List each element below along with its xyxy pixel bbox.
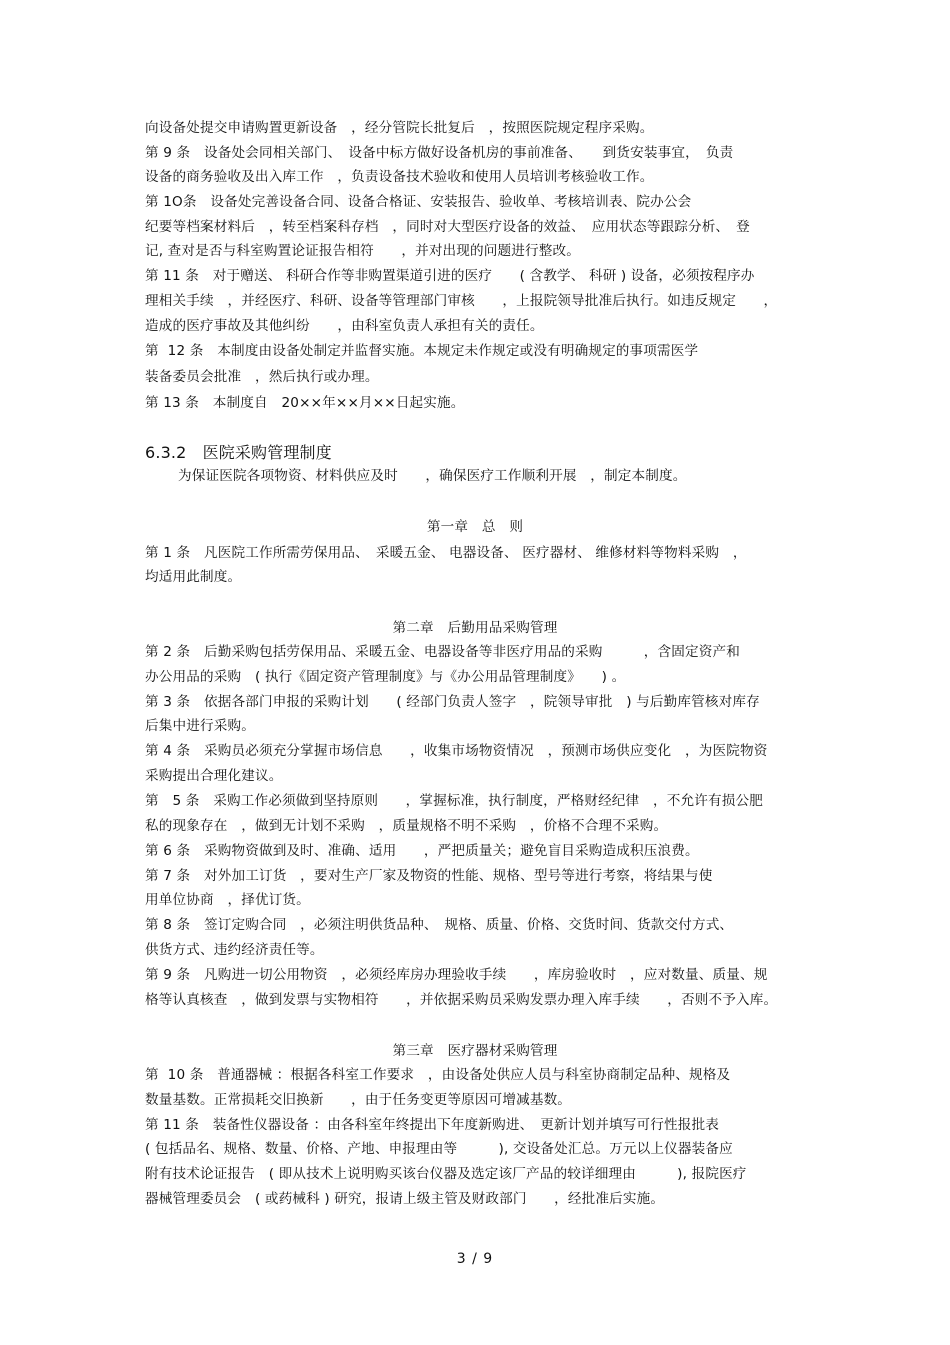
text-line: 向设备处提交申请购置更新设备 ，经分管院长批复后 ，按照医院规定程序采购。 bbox=[145, 120, 654, 136]
section-heading: 6.3.2 医院采购管理制度 bbox=[145, 443, 332, 462]
text-line: 后集中进行采购。 bbox=[145, 718, 255, 734]
text-line: 第 6 条 采购物资做到及时、准确、适用 ，严把质量关；避免盲目采购造成积压浪费。 bbox=[145, 843, 699, 859]
text-line: 第 12 条 本制度由设备处制定并监督实施。本规定未作规定或没有明确规定的事项需医学 bbox=[145, 343, 699, 359]
text-line: 理相关手续 ，并经医疗、科研、设备等管理部门审核 ，上报院领导批准后执行。如违反规定 ， bbox=[145, 293, 778, 309]
text-line: ( 包括品名、规格、数量、价格、产地、申报理由等 ), 交设备处汇总。万元以上仪器装备应 bbox=[145, 1141, 733, 1157]
text-line: 格等认真核查 ，做到发票与实物相符 ，并依据采购员采购发票办理入库手续 ，否则不予入库。 bbox=[145, 992, 778, 1008]
text-line: 采购提出合理化建议。 bbox=[145, 768, 283, 784]
intro-paragraph: 为保证医院各项物资、材料供应及时 ，确保医疗工作顺利开展 ，制定本制度。 bbox=[178, 468, 687, 484]
text-line: 第 1O条 设备处完善设备合同、设备合格证、安装报告、验收单、考核培训表、院办公会 bbox=[145, 194, 692, 210]
text-line: 第 9 条 设备处会同相关部门、 设备中标方做好设备机房的事前准备、 到货安装事宜， 负责 bbox=[145, 145, 734, 161]
text-line: 装备委员会批准 ，然后执行或办理。 bbox=[145, 369, 379, 385]
text-line: 附有技术论证报告 ( 即从技术上说明购买该台仪器及选定该厂产品的较详细理由 ), 报院医疗 bbox=[145, 1166, 747, 1182]
chapter-title: 第三章 医疗器材采购管理 bbox=[392, 1043, 558, 1059]
text-line: 第 11 条 装备性仪器设备 ：由各科室年终提出下年度新购进、 更新计划并填写可行性报批表 bbox=[145, 1117, 719, 1133]
text-line: 第 5 条 采购工作必须做到坚持原则 ，掌握标准，执行制度，严格财经纪律 ，不允许有损公肥 bbox=[145, 793, 763, 809]
text-line: 供货方式、违约经济责任等。 bbox=[145, 942, 324, 958]
text-line: 第 4 条 采购员必须充分掌握市场信息 ，收集市场物资情况 ，预测市场供应变化 ，为医院物资 bbox=[145, 743, 768, 759]
text-line: 第 11 条 对于赠送、 科研合作等非购置渠道引进的医疗 ( 含教学、 科研 ) 设备，必须按程序办 bbox=[145, 268, 755, 284]
text-line: 数量基数。正常损耗交旧换新 ，由于任务变更等原因可增减基数。 bbox=[145, 1092, 572, 1108]
text-line: 第 9 条 凡购进一切公用物资 ，必须经库房办理验收手续 ，库房验收时 ，应对数量、质量、规 bbox=[145, 967, 768, 983]
chapter-title: 第二章 后勤用品采购管理 bbox=[392, 620, 558, 636]
text-line: 第 10 条 普通器械 ：根据各科室工作要求 ，由设备处供应人员与科室协商制定品种、规格及 bbox=[145, 1067, 731, 1083]
text-line: 均适用此制度。 bbox=[145, 569, 242, 585]
text-line: 设备的商务验收及出入库工作 ，负责设备技术验收和使用人员培训考核验收工作。 bbox=[145, 169, 654, 185]
page-number: 3 / 9 bbox=[456, 1251, 494, 1267]
text-line: 第 2 条 后勤采购包括劳保用品、采暖五金、电器设备等非医疗用品的采购 ，含固定资产和 bbox=[145, 644, 740, 660]
text-line: 器械管理委员会 ( 或药械科 ) 研究，报请上级主管及财政部门 ，经批准后实施。 bbox=[145, 1191, 665, 1207]
text-line: 记, 查对是否与科室购置论证报告相符 ，并对出现的问题进行整改。 bbox=[145, 243, 580, 259]
text-line: 私的现象存在 ，做到无计划不采购 ，质量规格不明不采购 ，价格不合理不采购。 bbox=[145, 818, 668, 834]
text-line: 用单位协商 ，择优订货。 bbox=[145, 892, 310, 908]
text-line: 第 1 条 凡医院工作所需劳保用品、 采暖五金、 电器设备、 医疗器材、 维修材料等物料采购 ， bbox=[145, 545, 747, 561]
text-line: 第 8 条 签订定购合同 ，必须注明供货品种、 规格、质量、价格、交货时间、货款交付方式、 bbox=[145, 917, 734, 933]
text-line: 办公用品的采购 ( 执行《固定资产管理制度》与《办公用品管理制度》 ) 。 bbox=[145, 669, 626, 685]
text-line: 第 13 条 本制度自 20××年××月××日起实施。 bbox=[145, 395, 465, 411]
text-line: 第 7 条 对外加工订货 ，要对生产厂家及物资的性能、规格、型号等进行考察，将结果与使 bbox=[145, 868, 713, 884]
text-line: 第 3 条 依据各部门申报的采购计划 ( 经部门负责人签字 ，院领导审批 ) 与后勤库管核对库存 bbox=[145, 694, 760, 710]
text-line: 造成的医疗事故及其他纠纷 ，由科室负责人承担有关的责任。 bbox=[145, 318, 544, 334]
text-line: 纪要等档案材料后 ，转至档案科存档 ，同时对大型医疗设备的效益、 应用状态等跟踪分析、 登 bbox=[145, 219, 750, 235]
chapter-title: 第一章 总 则 bbox=[426, 519, 524, 535]
